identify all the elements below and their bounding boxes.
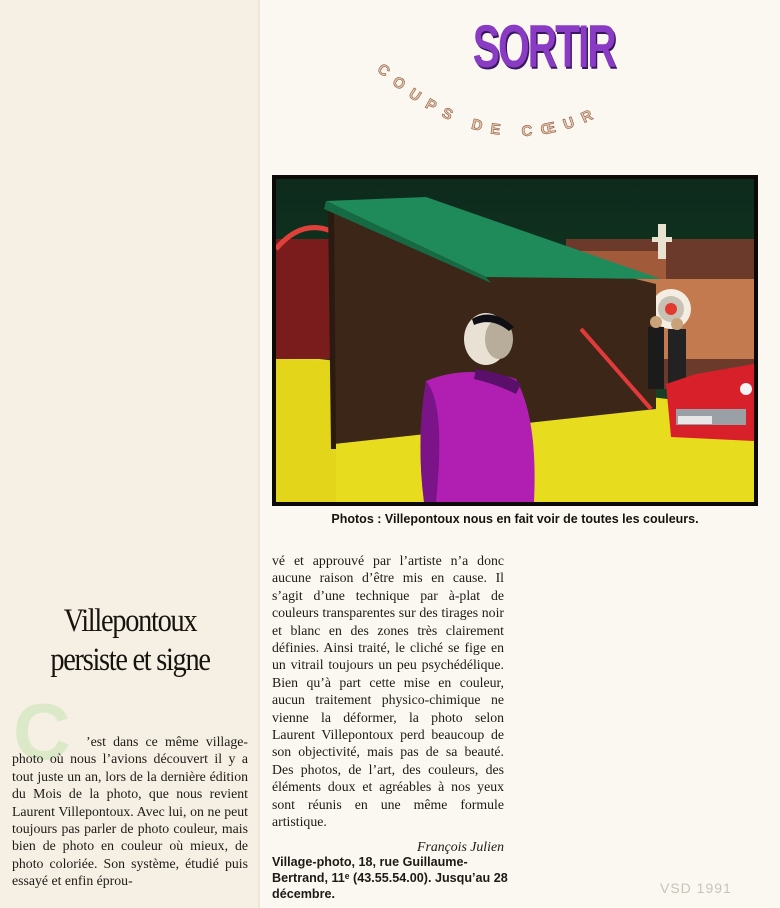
headline-line-2: persiste et signe <box>50 642 210 678</box>
headline-line-1: Villepontoux <box>63 603 197 639</box>
column-1-text: ’est dans ce même village-photo où nous l’avions découvert il y a tout juste un an, lors de la dernière édition du Mois de la photo, que nous revient Laurent Villepontoux. Avec lui, on ne peut toujours pas parler de photo couleur, mais bien de photo en couleur où mieux, de photo coloriée. Son système, étudié puis essayé et enfin éprou- <box>12 734 248 889</box>
masthead-title: SORTIR <box>472 13 615 80</box>
drop-cap: C <box>13 692 71 762</box>
article-column-2 <box>272 552 504 831</box>
column-2-text: vé et approuvé par l’artiste n’a donc aucune raison d’être mis en cause. Il s’agit d’une technique par à-plat de couleurs transparentes sur des tirages noir et blanc en des zones très clairement définies. Ainsi traité, le cliché se fige en un vitrail toujours un peu psychédélique. Bien qu’à part cette mise en couleur, aucun traitement physico-chimique ne vienne la déformer, la photo selon Laurent Villepontoux perd beaucoup de son objectivité, mais pas de sa beauté. Des photos, de l’art, des couleurs, des éléments doux et agréables à nos yeux sont réunis en une même formule artistique. <box>272 553 504 830</box>
article-photo <box>272 175 758 506</box>
masthead-subtitle: COUPS DE CŒUR <box>373 60 604 141</box>
colorized-photo-illustration <box>276 179 754 502</box>
section-masthead <box>360 6 680 156</box>
author-byline: François Julien <box>417 839 504 854</box>
photo-caption: Photos : Villepontoux nous en fait voir de toutes les couleurs. <box>331 512 699 526</box>
article-headline <box>30 602 230 680</box>
exhibition-info: Village-photo, 18, rue Guillaume-Bertrand, 11ᵉ (43.55.54.00). Jusqu’au 28 décembre. <box>272 855 508 901</box>
article-column-1 <box>12 733 248 890</box>
archive-stamp: VSD 1991 <box>660 880 732 896</box>
